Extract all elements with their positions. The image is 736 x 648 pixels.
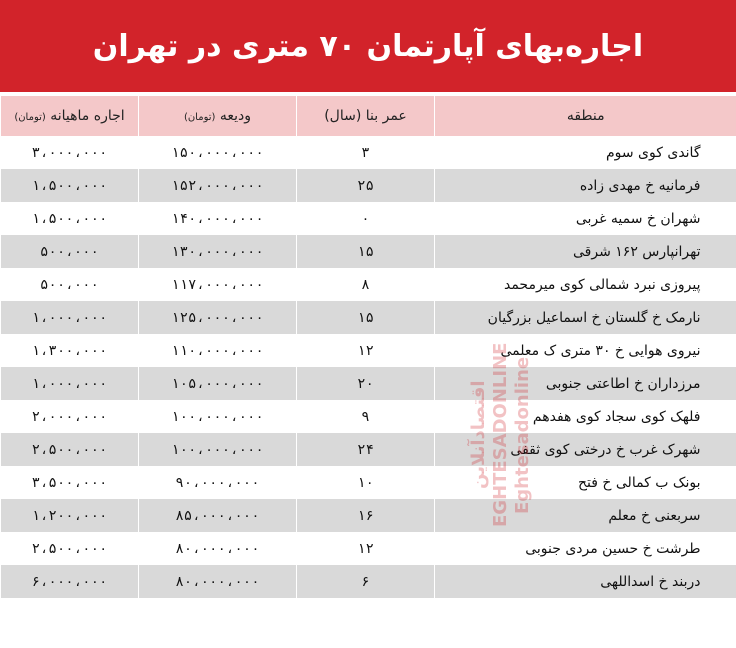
- cell-deposit: ۱۰۰،۰۰۰،۰۰۰: [139, 400, 297, 433]
- cell-region: دربند خ اسداللهی: [435, 565, 736, 598]
- cell-rent: ۵۰۰،۰۰۰: [1, 268, 139, 301]
- watermark-fa: اقتصادآنلاین: [468, 380, 489, 490]
- cell-rent: ۲،۰۰۰،۰۰۰: [1, 400, 139, 433]
- rent-table: [0, 96, 736, 598]
- table-row: [1, 136, 736, 169]
- cell-rent: ۵۰۰،۰۰۰: [1, 235, 139, 268]
- cell-deposit: ۱۵۰،۰۰۰،۰۰۰: [139, 136, 297, 169]
- cell-deposit: ۱۱۰،۰۰۰،۰۰۰: [139, 334, 297, 367]
- page-title: اجاره‌بهای آپارتمان ۷۰ متری در تهران: [92, 28, 644, 64]
- cell-rent: ۱،۵۰۰،۰۰۰: [1, 202, 139, 235]
- header-deposit: [139, 96, 297, 136]
- cell-age: ۱۶: [297, 499, 435, 532]
- cell-rent: ۲،۵۰۰،۰۰۰: [1, 532, 139, 565]
- cell-region: مرزداران خ اطاعتی جنوبی: [435, 367, 736, 400]
- cell-age: ۱۲: [297, 334, 435, 367]
- cell-deposit: ۱۱۷،۰۰۰،۰۰۰: [139, 268, 297, 301]
- cell-age: ۶: [297, 565, 435, 598]
- cell-age: ۹: [297, 400, 435, 433]
- cell-deposit: ۱۲۵،۰۰۰،۰۰۰: [139, 301, 297, 334]
- cell-deposit: ۸۰،۰۰۰،۰۰۰: [139, 565, 297, 598]
- header-age: عمر بنا (سال): [297, 96, 435, 136]
- header-rent: [1, 96, 139, 136]
- cell-deposit: ۹۰،۰۰۰،۰۰۰: [139, 466, 297, 499]
- cell-region: نارمک خ گلستان خ اسماعیل بزرگیان: [435, 301, 736, 334]
- table-row: [1, 466, 736, 499]
- header-row: [1, 96, 736, 136]
- cell-deposit: ۱۴۰،۰۰۰،۰۰۰: [139, 202, 297, 235]
- cell-age: ۱۰: [297, 466, 435, 499]
- cell-region: طرشت خ حسین مردی جنوبی: [435, 532, 736, 565]
- cell-age: ۲۵: [297, 169, 435, 202]
- watermark-en: Eghtesadonline: [512, 356, 533, 514]
- cell-region: بونک ب کمالی خ فتح: [435, 466, 736, 499]
- cell-age: ۳: [297, 136, 435, 169]
- cell-age: ۰: [297, 202, 435, 235]
- cell-deposit: ۸۵،۰۰۰،۰۰۰: [139, 499, 297, 532]
- header-deposit-label: ودیعه: [219, 108, 252, 124]
- cell-age: ۱۵: [297, 235, 435, 268]
- cell-age: ۱۵: [297, 301, 435, 334]
- cell-region: گاندی کوی سوم: [435, 136, 736, 169]
- cell-region: پیروزی نبرد شمالی کوی میرمحمد: [435, 268, 736, 301]
- table-row: [1, 202, 736, 235]
- cell-region: شهران خ سمیه غربی: [435, 202, 736, 235]
- table-row: [1, 400, 736, 433]
- cell-region: فرمانیه خ مهدی زاده: [435, 169, 736, 202]
- table-row: [1, 532, 736, 565]
- cell-region: سربعنی خ معلم: [435, 499, 736, 532]
- cell-deposit: ۱۵۲،۰۰۰،۰۰۰: [139, 169, 297, 202]
- watermark-en-upper: EGHTESADONLINE: [490, 342, 511, 528]
- cell-region: نیروی هوایی خ ۳۰ متری ک معلمی: [435, 334, 736, 367]
- header-rent-label: اجاره ماهیانه: [50, 108, 125, 124]
- cell-region: شهرک غرب خ درختی کوی ثقفی: [435, 433, 736, 466]
- cell-deposit: ۱۰۰،۰۰۰،۰۰۰: [139, 433, 297, 466]
- cell-age: ۱۲: [297, 532, 435, 565]
- cell-rent: ۳،۵۰۰،۰۰۰: [1, 466, 139, 499]
- table-row: [1, 334, 736, 367]
- cell-rent: ۶،۰۰۰،۰۰۰: [1, 565, 139, 598]
- cell-rent: ۱،۰۰۰،۰۰۰: [1, 301, 139, 334]
- table-row: [1, 301, 736, 334]
- cell-deposit: ۱۳۰،۰۰۰،۰۰۰: [139, 235, 297, 268]
- header-region: منطقه: [435, 96, 736, 136]
- cell-rent: ۱،۳۰۰،۰۰۰: [1, 334, 139, 367]
- cell-rent: ۳،۰۰۰،۰۰۰: [1, 136, 139, 169]
- cell-rent: ۱،۲۰۰،۰۰۰: [1, 499, 139, 532]
- cell-age: ۲۰: [297, 367, 435, 400]
- table-row: [1, 235, 736, 268]
- title-bar: [0, 0, 736, 92]
- header-deposit-unit: (تومان): [183, 112, 216, 123]
- cell-rent: ۱،۵۰۰،۰۰۰: [1, 169, 139, 202]
- table-row: [1, 499, 736, 532]
- cell-rent: ۱،۰۰۰،۰۰۰: [1, 367, 139, 400]
- cell-deposit: ۱۰۵،۰۰۰،۰۰۰: [139, 367, 297, 400]
- cell-age: ۸: [297, 268, 435, 301]
- cell-region: فلهک کوی سجاد کوی هفدهم: [435, 400, 736, 433]
- cell-region: تهرانپارس ۱۶۲ شرقی: [435, 235, 736, 268]
- table-row: [1, 169, 736, 202]
- table-row: [1, 433, 736, 466]
- table-row: [1, 268, 736, 301]
- header-rent-unit: (تومان): [14, 112, 46, 123]
- cell-age: ۲۴: [297, 433, 435, 466]
- cell-deposit: ۸۰،۰۰۰،۰۰۰: [139, 532, 297, 565]
- table-row: [1, 367, 736, 400]
- table-row: [1, 565, 736, 598]
- cell-rent: ۲،۵۰۰،۰۰۰: [1, 433, 139, 466]
